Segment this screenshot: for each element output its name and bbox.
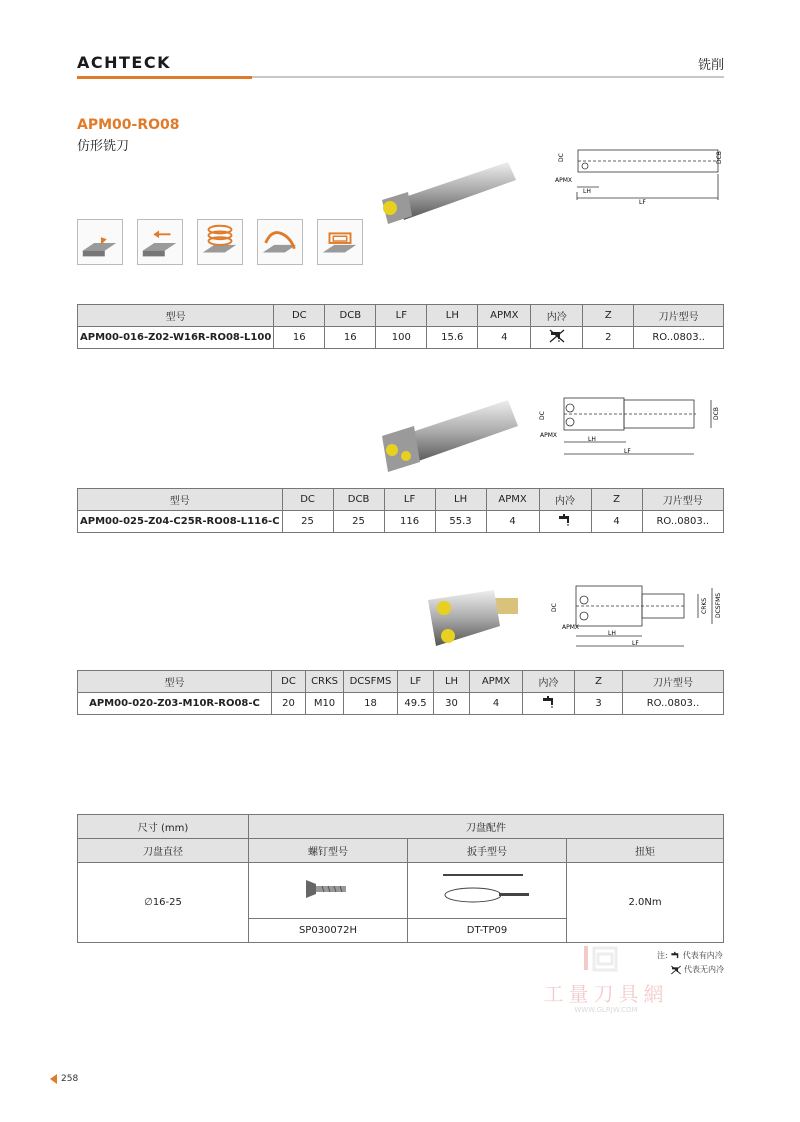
- col-header-coolant: 内冷: [531, 305, 583, 327]
- col-header-apmx: APMX: [478, 305, 531, 327]
- col-header-dc: DC: [274, 305, 325, 327]
- coolant-cell: [531, 327, 583, 349]
- col-header-lf: LF: [376, 305, 427, 327]
- torque-header: 扭矩: [567, 839, 724, 863]
- col-header-apmx: APMX: [486, 489, 539, 511]
- spec-table-1: [77, 304, 724, 349]
- face-milling-icon: [77, 219, 123, 265]
- coolant-tap-icon: [670, 951, 681, 961]
- coolant-tap-icon: [541, 695, 557, 709]
- dc-cell: 25: [282, 511, 333, 533]
- screw-header: 螺钉型号: [249, 839, 408, 863]
- size-header: 尺寸 (mm): [78, 815, 249, 839]
- dim-lf-label: LF: [624, 448, 631, 455]
- z-cell: 4: [591, 511, 642, 533]
- table-row: [78, 693, 724, 715]
- parts-header: 刀盘配件: [249, 815, 724, 839]
- helical-milling-icon: [197, 219, 243, 265]
- coolant-cell: [539, 511, 591, 533]
- cutter-photo-3: [410, 580, 522, 656]
- col-header-coolant: 内冷: [523, 671, 575, 693]
- col-header-lh: LH: [427, 305, 478, 327]
- cutter-drawing-3: [546, 580, 724, 650]
- dc-cell: 20: [272, 693, 306, 715]
- cutter-photo-2: [370, 384, 520, 474]
- dim-lf-label: LF: [639, 199, 646, 206]
- wrench-header: 扳手型号: [408, 839, 567, 863]
- spec-table-2: [77, 488, 724, 533]
- col-header-z: Z: [591, 489, 642, 511]
- col-header-lh: LH: [435, 489, 486, 511]
- wrench-image-cell: [408, 863, 567, 919]
- watermark-logo-icon: [582, 944, 628, 974]
- dim-dc-label: DC: [539, 411, 546, 420]
- spec-table-3: [77, 670, 724, 715]
- dim-lh-label: LH: [583, 188, 591, 195]
- col-header-lf: LF: [384, 489, 435, 511]
- coolant-legend: [657, 949, 724, 977]
- apmx-cell: 4: [470, 693, 523, 715]
- dim-dcb-label: DCB: [716, 151, 723, 164]
- watermark-text: 工量刀具網: [543, 982, 669, 1006]
- no-coolant-icon: [670, 965, 682, 975]
- coolant-cell: [523, 693, 575, 715]
- z-cell: 3: [575, 693, 623, 715]
- dim-crks-label: CRKS: [701, 597, 708, 614]
- section-title: 铣削: [697, 58, 724, 73]
- model-cell: APM00-020-Z03-M10R-RO08-C: [78, 693, 272, 715]
- table-row: [78, 327, 724, 349]
- col-header-z: Z: [575, 671, 623, 693]
- wrench-icon: [437, 869, 537, 909]
- note-with-coolant: 代表有内冷: [682, 951, 723, 960]
- z-cell: 2: [583, 327, 634, 349]
- cutter-photo-1: [368, 154, 518, 228]
- col-header-insert: 刀片型号: [634, 305, 724, 327]
- diameter-header: 刀盘直径: [78, 839, 249, 863]
- dim-apmx-label: APMX: [555, 177, 573, 184]
- dim-dc-label: DC: [558, 153, 565, 162]
- page-number: [50, 1074, 78, 1084]
- insert-cell: RO..0803..: [642, 511, 723, 533]
- apmx-cell: 4: [486, 511, 539, 533]
- page-arrow-icon: [50, 1074, 57, 1084]
- col-header-dcb: DCB: [325, 305, 376, 327]
- apmx-cell: 4: [478, 327, 531, 349]
- lf-cell: 116: [384, 511, 435, 533]
- col-header-model: 型号: [78, 305, 274, 327]
- watermark: [536, 944, 676, 1019]
- col-header-z: Z: [583, 305, 634, 327]
- col-header-dcsfms: DCSFMS: [344, 671, 398, 693]
- col-header-apmx: APMX: [470, 671, 523, 693]
- product-name: 仿形铣刀: [77, 139, 130, 154]
- col-header-coolant: 内冷: [539, 489, 591, 511]
- col-header-lh: LH: [434, 671, 470, 693]
- watermark-url: WWW.GLRJW.COM: [574, 1006, 638, 1014]
- wrench-model-cell: DT-TP09: [408, 919, 567, 943]
- lh-cell: 55.3: [435, 511, 486, 533]
- insert-cell: RO..0803..: [634, 327, 724, 349]
- dim-apmx-label: APMX: [562, 624, 580, 631]
- operation-icons: [77, 219, 363, 265]
- col-header-crks: CRKS: [306, 671, 344, 693]
- insert-cell: RO..0803..: [623, 693, 724, 715]
- dim-lh-label: LH: [608, 630, 616, 637]
- dim-lh-label: LH: [588, 436, 596, 443]
- dc-cell: 16: [274, 327, 325, 349]
- shoulder-milling-icon: [137, 219, 183, 265]
- screw-model-cell: SP030072H: [249, 919, 408, 943]
- cutter-drawing-2: [536, 386, 728, 458]
- model-cell: APM00-025-Z04-C25R-RO08-L116-C: [78, 511, 283, 533]
- product-code: APM00-RO08: [77, 117, 180, 133]
- dcb-cell: 16: [325, 327, 376, 349]
- cutter-drawing-1: [553, 142, 728, 206]
- page-number-text: 258: [61, 1074, 79, 1084]
- col-header-insert: 刀片型号: [623, 671, 724, 693]
- lf-cell: 100: [376, 327, 427, 349]
- dim-lf-label: LF: [632, 640, 639, 647]
- coolant-tap-icon: [557, 513, 573, 527]
- dim-dcb-label: DCB: [713, 407, 720, 420]
- ramping-icon: [257, 219, 303, 265]
- model-cell: APM00-016-Z02-W16R-RO08-L100: [78, 327, 274, 349]
- accessories-table: [77, 814, 724, 943]
- col-header-insert: 刀片型号: [642, 489, 723, 511]
- col-header-model: 型号: [78, 671, 272, 693]
- lh-cell: 30: [434, 693, 470, 715]
- col-header-dc: DC: [272, 671, 306, 693]
- dcsfms-cell: 18: [344, 693, 398, 715]
- screw-image-cell: [249, 863, 408, 919]
- col-header-dcb: DCB: [333, 489, 384, 511]
- table-row: [78, 511, 724, 533]
- col-header-dc: DC: [282, 489, 333, 511]
- dcb-cell: 25: [333, 511, 384, 533]
- screw-icon: [298, 874, 358, 904]
- lh-cell: 15.6: [427, 327, 478, 349]
- col-header-lf: LF: [398, 671, 434, 693]
- col-header-model: 型号: [78, 489, 283, 511]
- profiling-icon: [317, 219, 363, 265]
- dim-dc-label: DC: [551, 603, 558, 612]
- brand-logo: ACHTECK: [77, 53, 171, 72]
- note-without-coolant: 代表无内冷: [684, 965, 724, 974]
- dim-dcsfms-label: DCSFMS: [715, 592, 722, 618]
- torque-cell: 2.0Nm: [567, 863, 724, 943]
- note-prefix: 注:: [657, 951, 668, 960]
- header-divider-accent: [77, 76, 252, 79]
- diameter-cell: ∅16-25: [78, 863, 249, 943]
- lf-cell: 49.5: [398, 693, 434, 715]
- dim-apmx-label: APMX: [540, 432, 558, 439]
- no-coolant-icon: [548, 329, 566, 343]
- crks-cell: M10: [306, 693, 344, 715]
